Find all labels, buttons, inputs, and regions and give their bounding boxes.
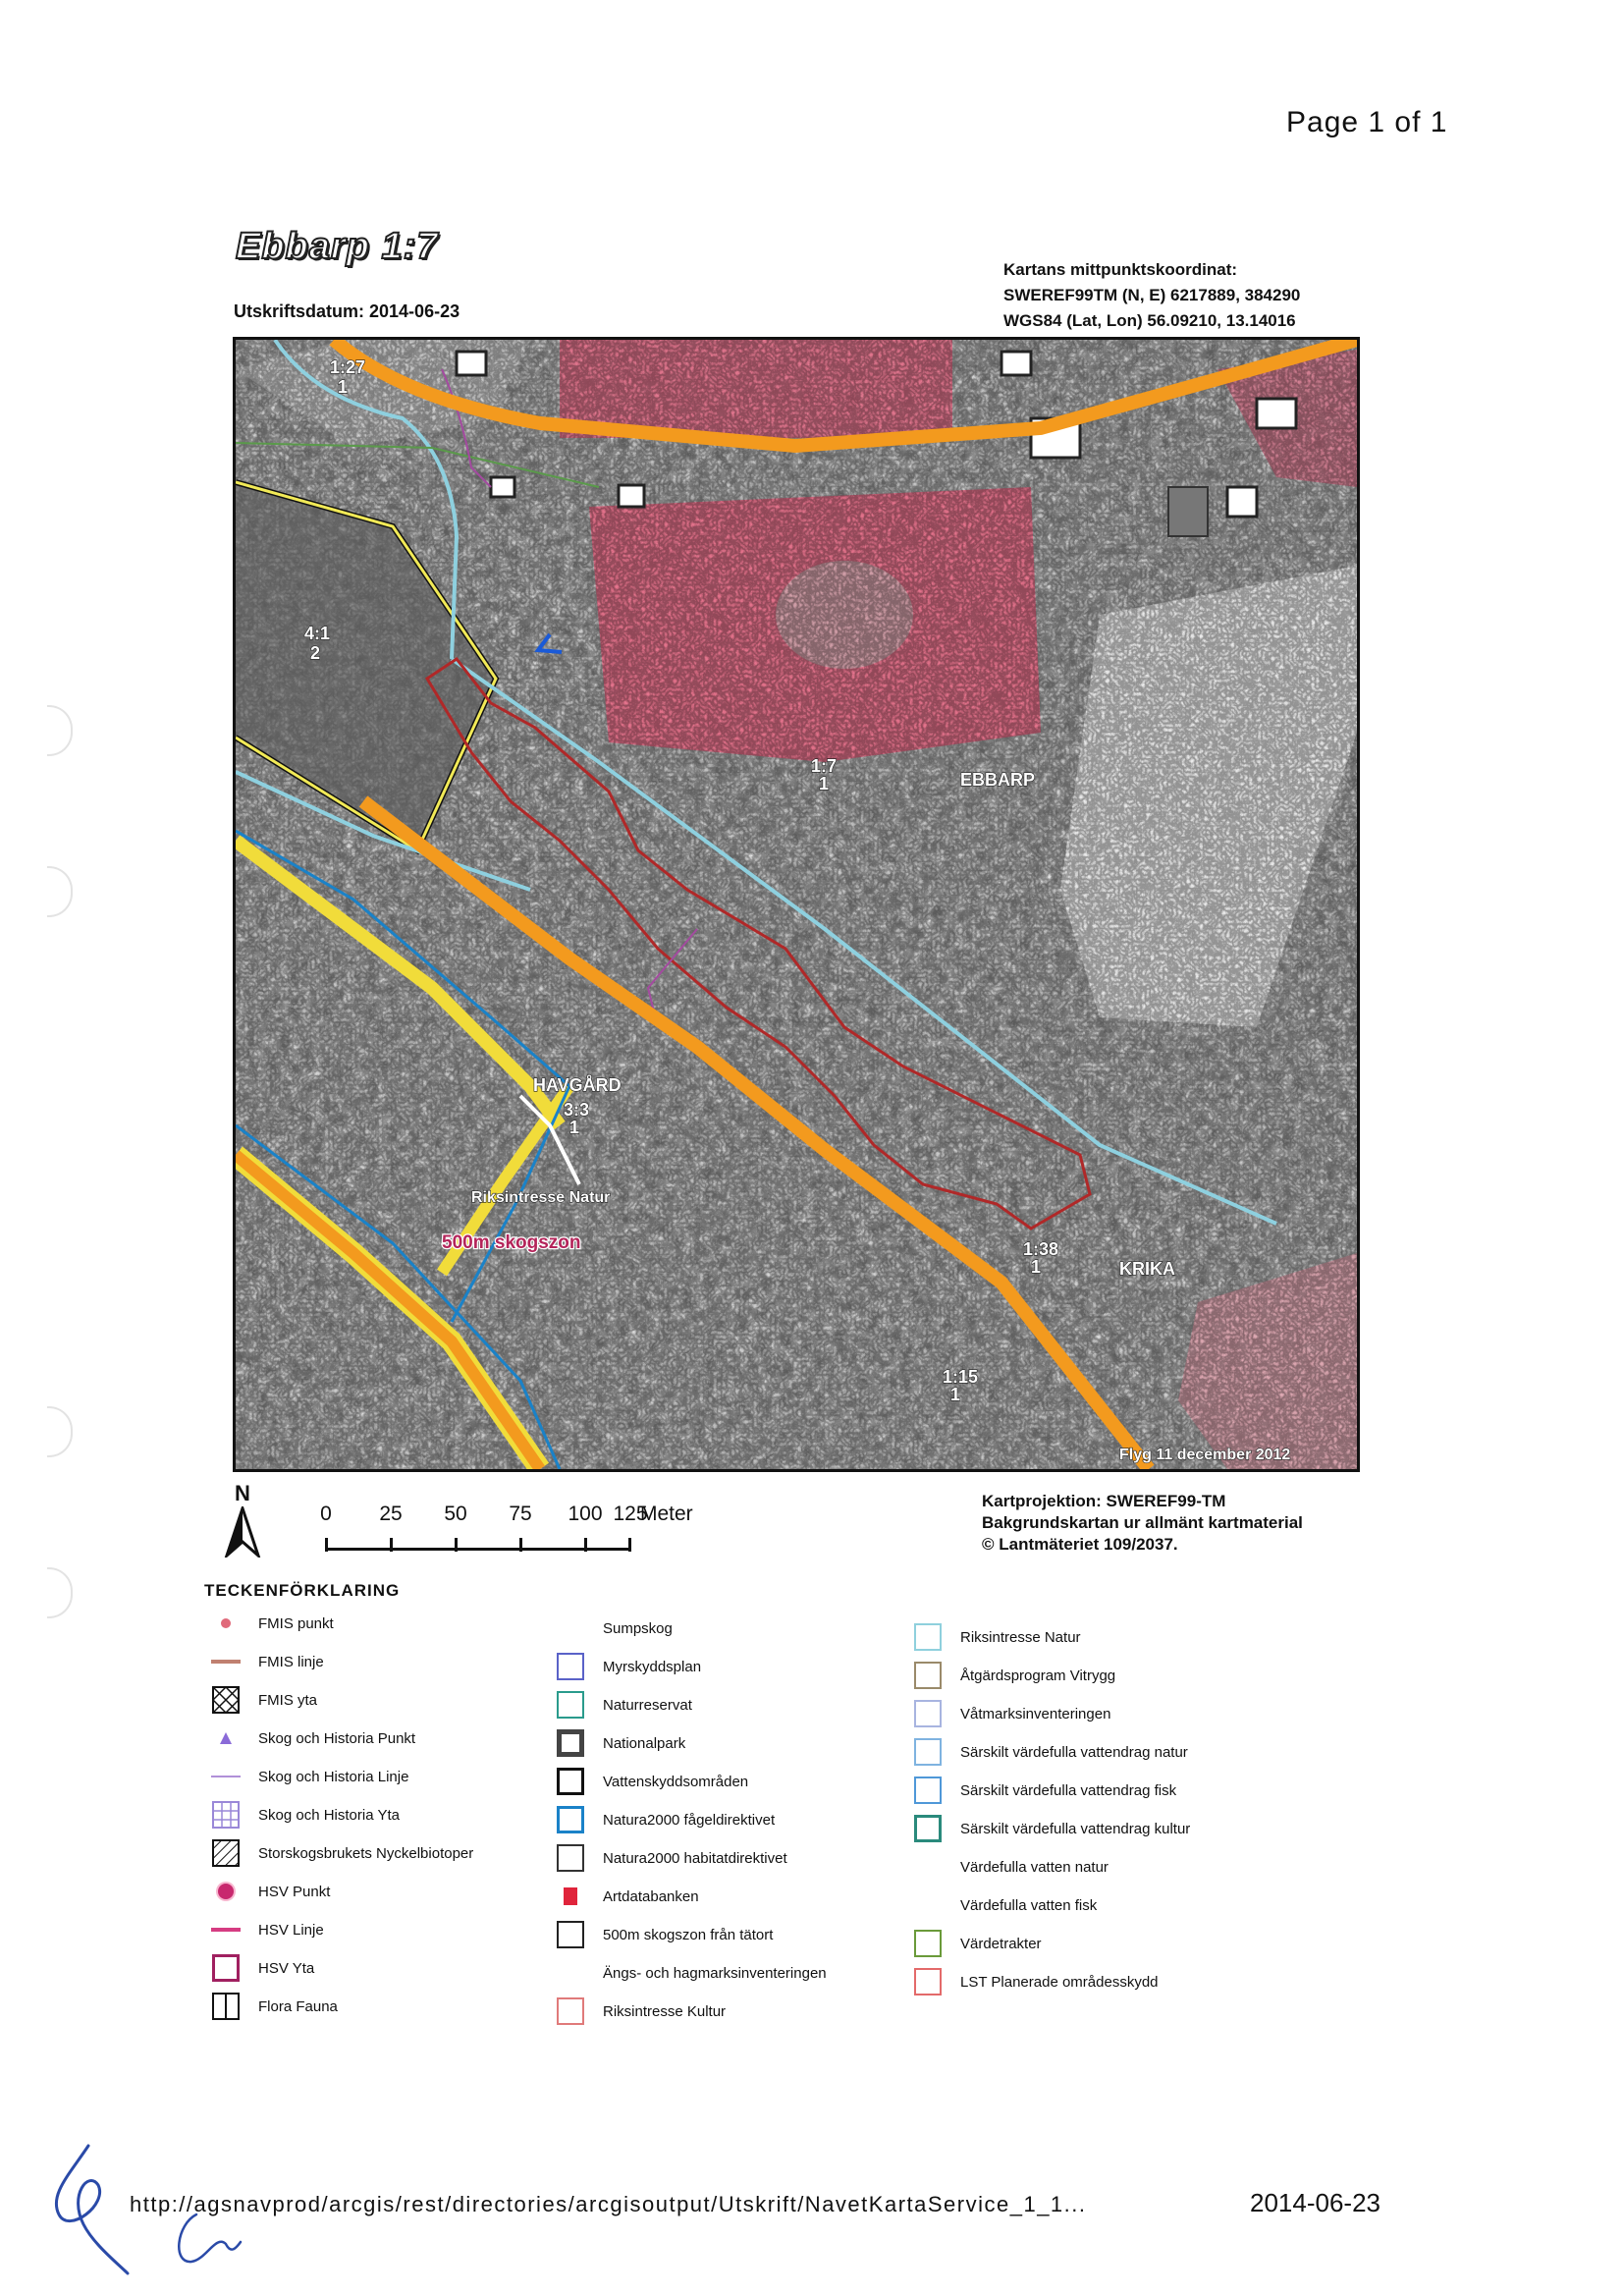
place-label-krika: KRIKA — [1119, 1259, 1175, 1279]
property-label: 1:38 — [1023, 1239, 1059, 1259]
scale-tick — [455, 1538, 458, 1552]
legend-item — [556, 1996, 726, 2026]
projection-line: Bakgrundskartan ur allmänt kartmaterial — [982, 1513, 1303, 1532]
legend-item — [556, 1767, 748, 1796]
legend-label: Naturreservat — [603, 1696, 692, 1714]
outline-box-icon — [556, 1920, 585, 1949]
purple-line-icon — [211, 1762, 241, 1791]
outline-box-icon — [556, 1996, 585, 2026]
property-label: 1:27 — [330, 357, 366, 377]
scale-tick-label: 0 — [320, 1503, 332, 1525]
outline-box-icon — [556, 1652, 585, 1681]
empty-icon — [556, 1958, 585, 1988]
legend-label: Myrskyddsplan — [603, 1658, 702, 1675]
projection-line: © Lantmäteriet 109/2037. — [982, 1535, 1178, 1554]
red-dot-icon — [211, 1609, 241, 1638]
scale-unit: Meter — [640, 1503, 693, 1525]
outline-box-icon — [913, 1661, 943, 1690]
print-date: Utskriftsdatum: 2014-06-23 — [234, 301, 460, 321]
outline-box-icon — [556, 1843, 585, 1873]
scale-tick-label: 50 — [444, 1503, 467, 1525]
scale-tick — [390, 1538, 393, 1552]
footer-date: 2014-06-23 — [1250, 2188, 1380, 2217]
center-coordinates — [1003, 257, 1300, 334]
legend-label: HSV Linje — [258, 1921, 324, 1939]
property-label-sub: 2 — [310, 643, 321, 663]
outline-box-icon — [913, 1967, 943, 1996]
scale-bar — [314, 1503, 746, 1571]
legend-label: Värdetrakter — [960, 1935, 1042, 1952]
outline-box-icon — [556, 1767, 585, 1796]
legend-item — [211, 1992, 338, 2021]
legend-item — [211, 1838, 473, 1868]
legend-label: Nationalpark — [603, 1734, 686, 1752]
legend-label: HSV Yta — [258, 1959, 315, 1977]
outline-box-icon — [913, 1737, 943, 1767]
legend-item — [556, 1613, 673, 1643]
legend-item — [913, 1776, 1176, 1805]
scale-tick — [519, 1538, 522, 1552]
legend-label: Riksintresse Natur — [960, 1628, 1081, 1646]
property-label: 1:7 — [811, 756, 838, 776]
scale-tick-label: 100 — [568, 1503, 603, 1525]
legend-item — [913, 1890, 1097, 1920]
outline-box-icon — [913, 1622, 943, 1652]
place-label-havgard: HAVGÅRD — [533, 1075, 622, 1095]
legend-label: FMIS yta — [258, 1691, 318, 1709]
magenta-line-icon — [211, 1915, 241, 1944]
coordinates-wgs: WGS84 (Lat, Lon) 56.09210, 13.14016 — [1003, 311, 1296, 330]
property-label-sub: 1 — [338, 377, 349, 397]
scale-tick — [628, 1538, 631, 1552]
legend-item — [913, 1852, 1109, 1882]
legend-item — [211, 1762, 408, 1791]
legend-item — [556, 1920, 773, 1949]
map-frame[interactable] — [233, 337, 1360, 1472]
hatched-box-icon — [211, 1838, 241, 1868]
outline-box-icon — [913, 1776, 943, 1805]
legend-label: Natura2000 habitatdirektivet — [603, 1849, 787, 1867]
page-number: Page 1 of 1 — [1286, 106, 1448, 138]
legend-label: Åtgärdsprogram Vitrygg — [960, 1667, 1116, 1684]
projection-line: Kartprojektion: SWEREF99-TM — [982, 1492, 1226, 1510]
legend-label: Sumpskog — [603, 1619, 673, 1637]
property-label-sub: 1 — [1031, 1257, 1042, 1277]
empty-icon — [913, 1852, 943, 1882]
legend-item — [556, 1958, 827, 1988]
legend-title: TECKENFÖRKLARING — [204, 1581, 401, 1600]
legend-label: Våtmarksinventeringen — [960, 1705, 1111, 1722]
outline-box-icon — [556, 1805, 585, 1834]
scale-tick-label: 125 — [613, 1503, 648, 1525]
legend-label: Vattenskyddsområden — [603, 1773, 749, 1790]
legend-label: Artdatabanken — [603, 1887, 699, 1905]
north-letter: N — [235, 1481, 250, 1505]
legend-item — [211, 1915, 324, 1944]
property-label: 4:1 — [304, 624, 331, 643]
legend-label: LST Planerade områdesskydd — [960, 1973, 1159, 1991]
outline-box-icon — [913, 1699, 943, 1728]
brown-line-icon — [211, 1647, 241, 1676]
coordinates-sweref: SWEREF99TM (N, E) 6217889, 384290 — [1003, 286, 1301, 304]
legend-item — [913, 1814, 1190, 1843]
legend-item — [913, 1967, 1159, 1996]
legend-item — [913, 1929, 1042, 1958]
purple-triangle-icon — [211, 1723, 241, 1753]
projection-info — [982, 1491, 1303, 1556]
empty-icon — [913, 1890, 943, 1920]
magenta-dot-icon — [211, 1877, 241, 1906]
legend-item — [556, 1728, 685, 1758]
legend-item — [556, 1690, 692, 1720]
property-label-sub: 1 — [569, 1118, 580, 1137]
legend-label: Värdefulla vatten natur — [960, 1858, 1109, 1876]
north-arrow-icon — [223, 1506, 262, 1558]
property-label: 1:15 — [943, 1367, 979, 1387]
scale-tick — [584, 1538, 587, 1552]
legend-item — [211, 1953, 314, 1983]
scale-tick-label: 75 — [509, 1503, 532, 1525]
legend-label: Storskogsbrukets Nyckelbiotoper — [258, 1844, 474, 1862]
legend-label: FMIS linje — [258, 1653, 324, 1670]
property-label: 3:3 — [564, 1100, 590, 1120]
legend-label: HSV Punkt — [258, 1883, 331, 1900]
legend-label: Skog och Historia Linje — [258, 1768, 409, 1785]
place-label-ebbarp: EBBARP — [960, 770, 1036, 790]
legend-item — [913, 1737, 1188, 1767]
empty-icon — [556, 1613, 585, 1643]
outline-box-icon — [913, 1814, 943, 1843]
legend-item — [913, 1699, 1110, 1728]
legend-label: Riksintresse Kultur — [603, 2002, 727, 2020]
map-canvas[interactable] — [236, 340, 1357, 1469]
legend-label: Ängs- och hagmarksinventeringen — [603, 1964, 827, 1982]
legend-item — [211, 1685, 317, 1715]
legend-item — [913, 1661, 1115, 1690]
legend-item — [211, 1647, 324, 1676]
scale-tick — [325, 1538, 328, 1552]
legend-item — [211, 1609, 334, 1638]
map-title: Ebbarp 1:7 — [236, 226, 439, 267]
legend-item — [211, 1800, 400, 1830]
outline-box-icon — [913, 1929, 943, 1958]
grid-box-icon — [211, 1800, 241, 1830]
north-arrow — [218, 1481, 267, 1562]
outline-box-icon — [556, 1690, 585, 1720]
legend-item — [556, 1652, 701, 1681]
crosshatch-box-icon — [211, 1685, 241, 1715]
legend-label: Skog och Historia Yta — [258, 1806, 400, 1824]
skogszon-label: 500m skogszon — [442, 1232, 581, 1253]
legend-label: Särskilt värdefulla vattendrag natur — [960, 1743, 1188, 1761]
legend-item — [211, 1877, 330, 1906]
coordinates-heading: Kartans mittpunktskoordinat: — [1003, 260, 1238, 279]
split-box-icon — [211, 1992, 241, 2021]
legend-label: 500m skogszon från tätort — [603, 1926, 774, 1943]
legend-item — [556, 1805, 775, 1834]
legend-label: FMIS punkt — [258, 1614, 334, 1632]
property-label-sub: 1 — [950, 1385, 961, 1404]
legend-item — [211, 1723, 415, 1753]
footer-url[interactable]: http://agsnavprod/arcgis/rest/directories/arcgisoutput/Utskrift/NavetKartaService_1_1... — [130, 2192, 1087, 2216]
legend-item — [556, 1882, 699, 1911]
legend-label: Skog och Historia Punkt — [258, 1729, 416, 1747]
legend-label: Värdefulla vatten fisk — [960, 1896, 1098, 1914]
outline-box-icon — [556, 1728, 585, 1758]
imagery-credit: Flyg 11 december 2012 — [1119, 1447, 1291, 1463]
legend-item — [556, 1843, 787, 1873]
scale-tick-label: 25 — [379, 1503, 403, 1525]
legend-label: Flora Fauna — [258, 1997, 338, 2015]
magenta-box-icon — [211, 1953, 241, 1983]
legend-label: Särskilt värdefulla vattendrag kultur — [960, 1820, 1191, 1837]
legend-item — [913, 1622, 1081, 1652]
legend-label: Natura2000 fågeldirektivet — [603, 1811, 776, 1829]
legend-label: Särskilt värdefulla vattendrag fisk — [960, 1781, 1177, 1799]
riksintresse-label: Riksintresse Natur — [471, 1189, 611, 1206]
property-label-sub: 1 — [819, 774, 830, 793]
red-square-icon — [556, 1882, 585, 1911]
